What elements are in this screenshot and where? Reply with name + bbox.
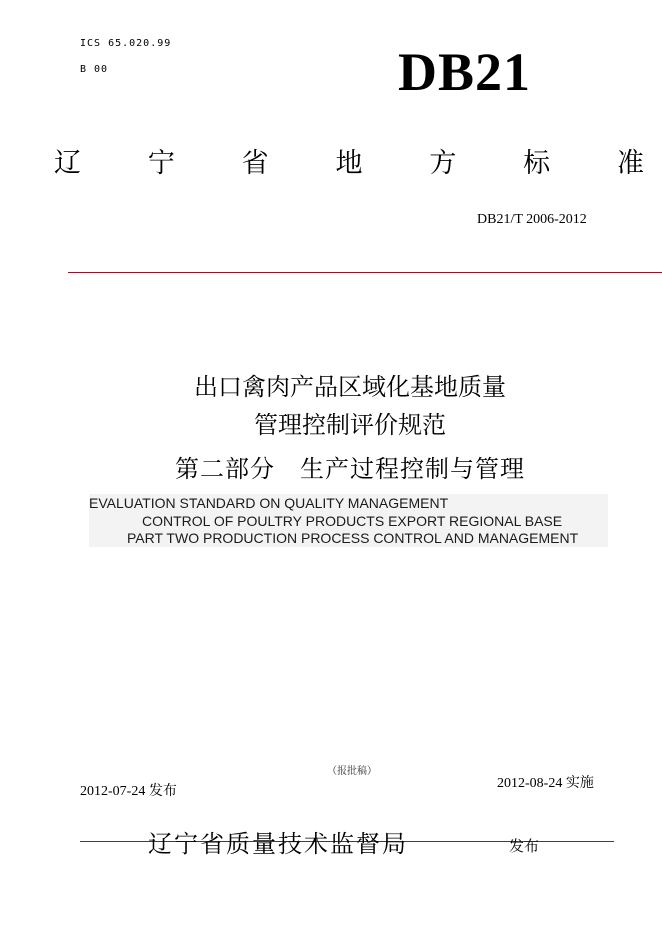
ics-code: ICS 65.020.99 [80,38,172,49]
standard-type-char: 标 [523,148,551,179]
english-title-line-3: PART TWO PRODUCTION PROCESS CONTROL AND MANAGEMENT [127,530,579,546]
standard-type-char: 省 [241,148,269,179]
issuer-name: 辽宁省质量技术监督局 [148,830,408,858]
standard-type-char: 方 [429,148,457,179]
english-title-line-1: EVALUATION STANDARD ON QUALITY MANAGEMENT [89,495,449,511]
issue-date: 2012-07-24 发布 [80,784,177,799]
english-title-line-2: CONTROL OF POULTRY PRODUCTS EXPORT REGIONAL BASE [142,513,563,529]
issuer-suffix: 发布 [509,837,540,855]
standard-type [54,144,644,184]
standard-type-char: 宁 [147,148,175,179]
title-line-1: 出口禽肉产品区域化基地质量 [194,373,506,401]
standard-code-logo: DB21 [398,42,532,102]
standard-type-char: 准 [616,148,644,179]
standard-number: DB21/T 2006-2012 [477,212,587,227]
implementation-date: 2012-08-24 实施 [497,776,594,791]
title-line-2: 管理控制评价规范 [254,411,446,439]
draft-note: （报批稿） [327,766,377,777]
standard-type-char: 辽 [54,148,81,179]
header-divider [68,272,662,273]
ccs-code: B 00 [80,64,109,75]
title-line-3: 第二部分 生产过程控制与管理 [175,455,525,483]
standard-type-char: 地 [335,148,363,179]
